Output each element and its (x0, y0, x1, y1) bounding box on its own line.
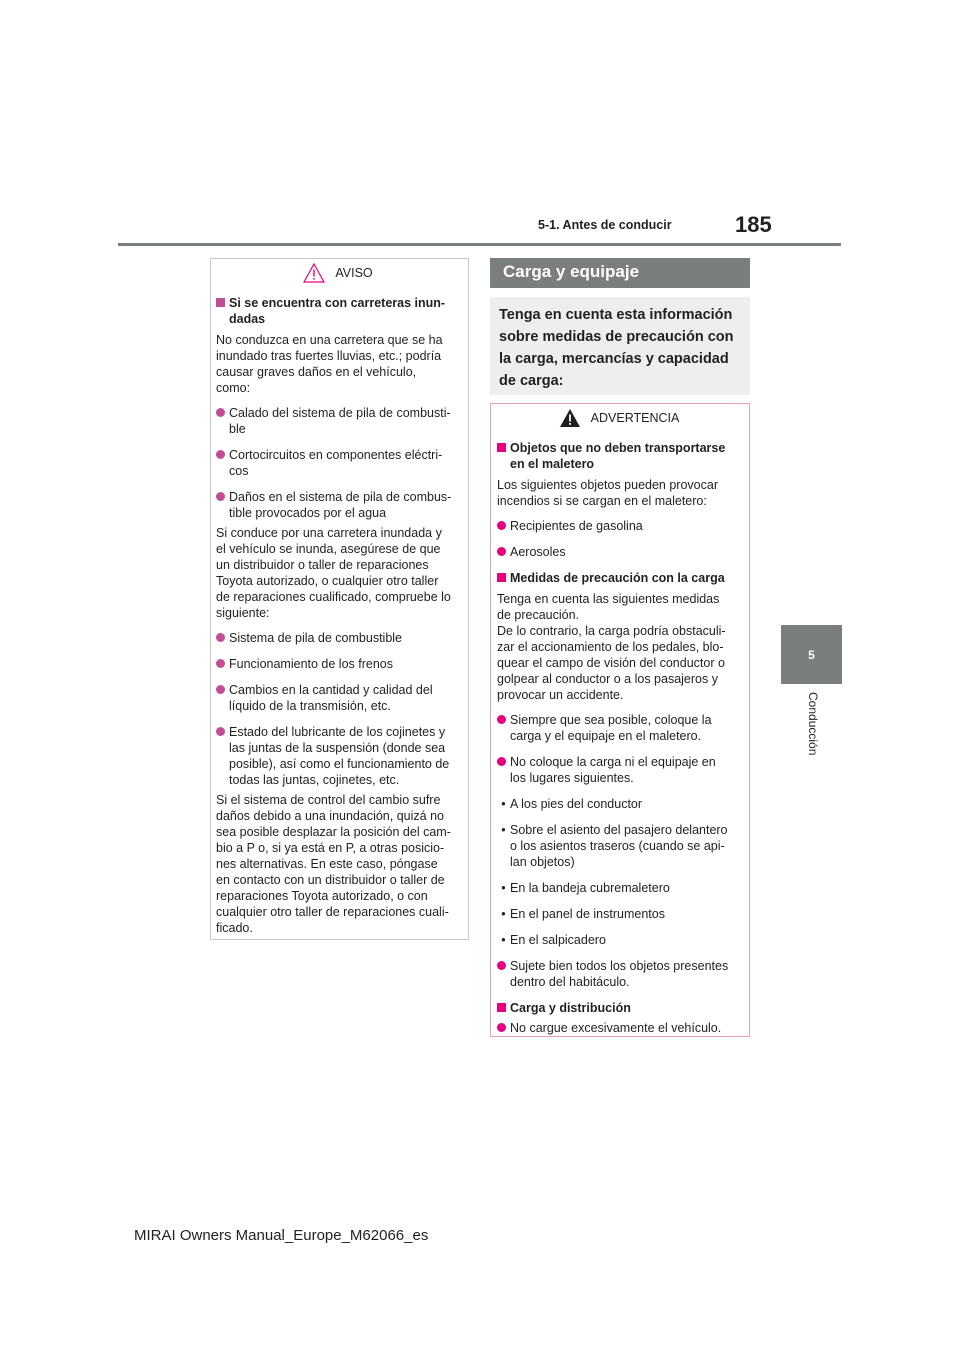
place-item: • En el salpicadero (501, 933, 606, 947)
list-item: No cargue excesivamente el vehículo. (497, 1020, 741, 1036)
list-item: Estado del lubricante de los cojinetes y las juntas de la suspensión (donde sea posible), así como el funcionamiento de todas las juntas, cojinetes, etc. (216, 724, 460, 788)
list-item: No coloque la carga ni el equipaje en los lugares siguientes. (497, 754, 741, 786)
list-item: Funcionamiento de los frenos (216, 656, 460, 672)
footer-text: MIRAI Owners Manual_Europe_M62066_es (134, 1227, 429, 1244)
advertencia-box (490, 403, 750, 1037)
chapter-label: Conducción (806, 692, 820, 756)
aviso-middle: Si conduce por una carretera inundada y el vehículo se inunda, asegúrese de que un distribuidor o taller de reparaciones Toyota autorizado, o cualquier otro taller de reparaciones cualificado, compruebe lo siguiente: (216, 526, 451, 620)
page-number: 185 (735, 212, 772, 237)
advertencia-heading-1: Objetos que no deben transportarse en el maletero (497, 440, 741, 472)
aviso-intro: No conduzca en una carretera que se ha inundado tras fuertes lluvias, etc.; podría causar graves daños en el vehículo, como: (216, 333, 443, 395)
chapter-tab (781, 625, 842, 684)
advertencia-header (497, 404, 741, 432)
advertencia-intro-1: Los siguientes objetos pueden provocar incendios si se cargan en el maletero: (497, 478, 718, 508)
chapter-number: 5 (808, 647, 815, 662)
warning-triangle-icon (559, 408, 581, 428)
list-item: Daños en el sistema de pila de combus- tible provocados por el agua (216, 489, 460, 521)
advertencia-heading-3: Carga y distribución (497, 1000, 741, 1016)
aviso-header (216, 259, 460, 287)
list-item: Sistema de pila de combustible (216, 630, 460, 646)
place-item: • A los pies del conductor (501, 797, 643, 811)
section-intro: Tenga en cuenta esta información sobre medidas de precaución con la carga, mercancías y capacidad de carga: (490, 297, 750, 395)
caution-triangle-icon (303, 263, 325, 283)
place-item: • En el panel de instrumentos (501, 907, 665, 921)
list-item: Sujete bien todos los objetos presentes dentro del habitáculo. (497, 958, 741, 990)
list-item: Siempre que sea posible, coloque la carga y el equipaje en el maletero. (497, 712, 741, 744)
aviso-closing: Si el sistema de control del cambio sufre daños debido a una inundación, quizá no sea posible desplazar la posición del cam- bio a P o, si ya está en P, a otras posicio- nes alternativas. En este caso, póngase en contacto con un distribuidor o taller de reparaciones Toyota autorizado, o con cualquier otro taller de reparaciones cuali- ficado. (216, 793, 451, 935)
list-item: Cortocircuitos en componentes eléctri- cos (216, 447, 460, 479)
advertencia-heading-2: Medidas de precaución con la carga (497, 570, 741, 586)
aviso-box (210, 258, 469, 940)
section-title: Carga y equipaje (490, 258, 750, 288)
advertencia-title: ADVERTENCIA (590, 411, 680, 425)
place-item: • Sobre el asiento del pasajero delantero o los asientos traseros (cuando se api- lan objetos) (501, 823, 728, 869)
running-header-section: 5-1. Antes de conducir (538, 218, 672, 232)
place-item: • En la bandeja cubremaletero (501, 881, 670, 895)
aviso-heading: Si se encuentra con carreteras inun- dadas (216, 295, 460, 327)
list-item: Aerosoles (497, 544, 741, 560)
list-item: Calado del sistema de pila de combusti- ble (216, 405, 460, 437)
header-rule (118, 243, 841, 246)
list-item: Recipientes de gasolina (497, 518, 741, 534)
list-item: Cambios en la cantidad y calidad del líquido de la transmisión, etc. (216, 682, 460, 714)
aviso-title: AVISO (335, 266, 373, 280)
advertencia-intro-2: Tenga en cuenta las siguientes medidas de precaución. De lo contrario, la carga podría obstaculi- zar el accionamiento de los pedales, blo- quear el campo de visión del conductor o golpear al conductor o a los pasajeros y provocar un accidente. (497, 592, 726, 702)
